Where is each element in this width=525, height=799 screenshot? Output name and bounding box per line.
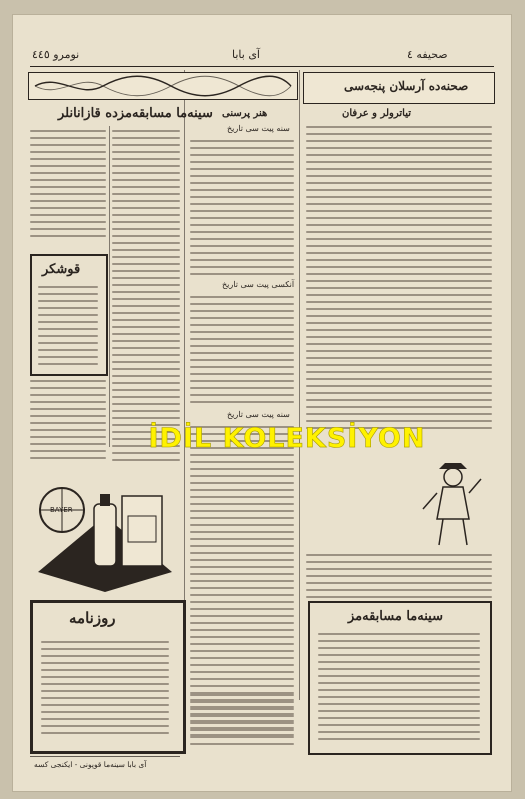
middle-column-text-2: [190, 296, 294, 408]
ornamental-banner: [28, 72, 298, 100]
kuskur-ad: [30, 254, 108, 376]
figure-illustration: [417, 459, 489, 549]
middle-column-text-1: [190, 140, 294, 280]
right-column-text-bottom: [306, 554, 492, 603]
coupon-rule: [30, 756, 180, 757]
left-column-text-b: [30, 130, 106, 242]
coupon-text: آی بابا سینه‌ما قوپونی - ایکنجی کسه: [34, 760, 147, 769]
right-column-title: تیاترولر و عرفان: [342, 108, 411, 119]
middle-section-1: سنه پیت سی تاریخ: [227, 124, 290, 133]
bottom-ad: [30, 600, 186, 754]
cinema-box-title: سینه‌ما مسابقه‌مز: [348, 609, 443, 624]
right-banner: [303, 72, 495, 104]
bottom-ad-text: [41, 641, 169, 739]
left-headline: سینه‌ما مسابقه‌مزده قازانانلر: [58, 106, 213, 121]
kuskur-title: قوشکر: [42, 262, 81, 277]
middle-column-text-4: [190, 694, 294, 750]
bayer-label: BAYER: [50, 506, 73, 514]
left-column-text-a: [112, 130, 180, 466]
middle-section-2: آنکسی پیت سی تاریخ: [222, 280, 295, 289]
header-right: صحیفه ٤: [407, 48, 448, 61]
right-banner-title: صحنه‌ده آرسلان پنجه‌سی: [344, 79, 469, 93]
header-center: آی بابا: [232, 48, 260, 61]
cinema-contest-box: [308, 601, 492, 755]
column-rule: [299, 70, 300, 700]
left-column-text-c: [30, 380, 106, 464]
cinema-box-text: [318, 633, 480, 745]
column-rule: [109, 126, 110, 447]
bottom-ad-title: روزنامه: [69, 609, 116, 627]
header-left: نومرو ٤٤٥: [32, 48, 80, 61]
bayer-ad: [30, 476, 180, 596]
middle-column-title: هنر پرسنی: [222, 108, 268, 119]
kuskur-text: [38, 286, 98, 370]
middle-section-3: سنه پیت سی تاریخ: [227, 410, 290, 419]
watermark: İDİL KOLEKSİYON: [148, 423, 426, 454]
right-column-text: [306, 126, 492, 434]
header-rule: [30, 66, 494, 67]
newspaper-page: [12, 14, 512, 792]
